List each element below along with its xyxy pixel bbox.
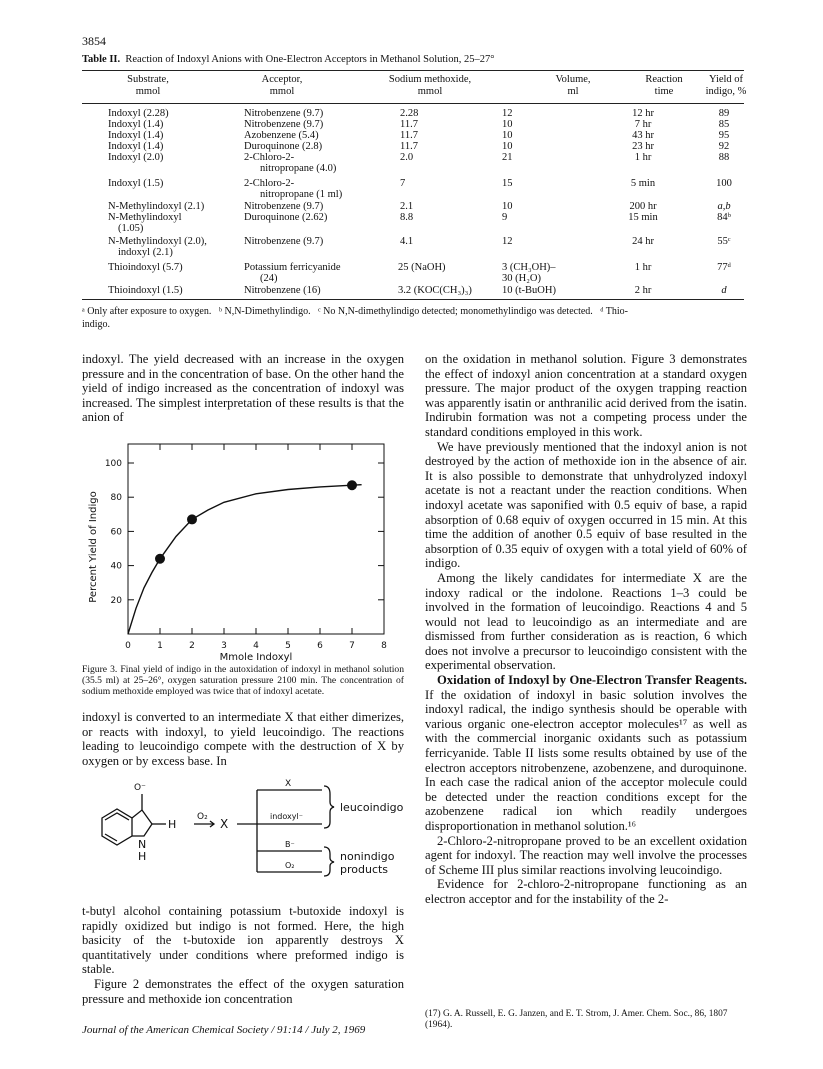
table-header: Acceptor, — [261, 74, 303, 85]
table-cell: 2.1 — [400, 201, 414, 212]
journal-footer: Journal of the American Chemical Society / 91:14 / July 2, 1969 — [82, 1024, 366, 1036]
data-point — [187, 514, 197, 524]
x-tick-label: 0 — [125, 641, 131, 651]
table-cell: 77ᵈ — [717, 262, 731, 273]
table-header: mmol — [135, 86, 161, 97]
table-cell-cont: (1.05) — [118, 223, 144, 234]
benzene-ring — [102, 809, 132, 845]
pyrrole-ring — [132, 810, 152, 836]
x-tick-label: 2 — [189, 641, 195, 651]
table-cell: 89 — [718, 108, 730, 119]
table-cell: 3.2 (KOC(CH₃)₃) — [398, 285, 472, 296]
n-atom-label: N — [138, 838, 147, 851]
x-tick-label: 7 — [349, 641, 355, 651]
y-tick-label: 20 — [110, 595, 122, 606]
page-number: 3854 — [82, 34, 106, 48]
table-cell: 200 hr — [629, 201, 657, 212]
table-cell: Azobenzene (5.4) — [244, 130, 319, 141]
o2-arrow-label: O₂ — [197, 812, 208, 822]
table-cell: 11.7 — [400, 130, 418, 141]
table-cell: 2.0 — [400, 152, 414, 163]
table-cell-cont: nitropropane (4.0) — [260, 163, 337, 174]
table-cell: 10 (t-BuOH) — [502, 285, 556, 296]
table-header: mmol — [269, 86, 295, 97]
branch-o2-label: O₂ — [285, 861, 295, 870]
table-cell: 8.8 — [400, 212, 414, 223]
data-point — [155, 554, 165, 564]
table-label: Table II. — [82, 54, 121, 65]
table-cell: 15 min — [628, 212, 658, 223]
right-paragraph-5: 2-Chloro-2-nitropropane proved to be an excellent oxidation agent for indoxyl. The reaction may well involve the processes of Scheme III plus similar reactions involving leucoindigo. — [425, 833, 747, 877]
left-paragraph-1: indoxyl. The yield decreased with an increase in the oxygen pressure and in the concentration of base. On the other hand the yield of indigo increased as the concentration of indoxyl was increased. The simplest interpretation of these results is that the anion of — [82, 352, 404, 425]
table-cell: 2.28 — [400, 108, 419, 119]
x-tick-label: 3 — [221, 641, 227, 651]
table-cell: Nitrobenzene (16) — [244, 285, 321, 296]
o-minus-label: O⁻ — [134, 783, 146, 793]
y-tick-label: 60 — [110, 527, 122, 538]
table-cell: Indoxyl (1.4) — [108, 119, 164, 130]
table-cell: 4.1 — [400, 236, 414, 247]
table-header: ml — [567, 86, 579, 97]
table-caption-text: Reaction of Indoxyl Anions with One-Electron Acceptors in Methanol Solution, 25–27° — [125, 54, 495, 65]
table-cell: 2-Chloro-2- — [244, 152, 295, 163]
x-intermediate-label: X — [220, 817, 229, 831]
table-cell: 12 hr — [632, 108, 654, 119]
right-paragraph-1: on the oxidation in methanol solution. Figure 3 demonstrates the effect of indoxyl anion concentration at a standard oxygen pressure. The major product of the oxygen trapping reaction was apparently isatin or anthranilic acid derived from the isatin. Indirubin formation was not a competing process under the standard conditions employed in this work. — [425, 352, 747, 439]
right-paragraph-4: Oxidation of Indoxyl by One-Electron Transfer Reagents. If the oxidation of indoxyl in basic solution involves the indoxyl radical, the indigo synthesis should be operable with various organic one-electron acceptor molecules¹⁷ as well as with the commercial inorganic oxidants such as potassium ferricyanide. Table II lists some results obtained by use of the electron acceptors nitrobenzene, azobenzene, and duroquinone. In each case the radical anion of the acceptor molecule could be detected under the reaction conditions except for the azobenzene radical ion which readily undergoes disproportionation in methanol solution.¹⁶ — [425, 673, 747, 833]
table-cell: 12 — [502, 108, 513, 119]
table-cell: 21 — [502, 152, 513, 163]
table-cell: N-Methylindoxyl (2.1) — [108, 201, 205, 212]
table-bottom-rule — [82, 299, 744, 300]
table-cell: d — [721, 285, 727, 296]
x-tick-label: 4 — [253, 641, 259, 651]
ring-double-bond-2 — [105, 834, 117, 841]
table-cell: 84ᵇ — [717, 212, 731, 223]
table-cell: Duroquinone (2.62) — [244, 212, 328, 223]
table-cell: 43 hr — [632, 130, 654, 141]
x-tick-label: 8 — [381, 641, 387, 651]
table-cell: N-Methylindoxyl (2.0), — [108, 236, 207, 247]
table-cell: 92 — [718, 141, 730, 152]
data-point — [347, 480, 357, 490]
left-paragraph-3: t-butyl alcohol containing potassium t-butoxide indoxyl is rapidly oxidized but indigo is not formed. Here, the high basicity of the t-butoxide ion apparently destroys X quantitatively under conditions where preformed indigo is stable. Figure 2 demonstrates the effect of the oxygen saturation pressure and methoxide ion concentration — [82, 904, 404, 1006]
table-header: time — [654, 86, 674, 97]
table-cell: 24 hr — [632, 236, 654, 247]
right-paragraph-6: Evidence for 2-chloro-2-nitropropane functioning as an electron acceptor and for the instability of the 2- — [425, 877, 747, 906]
table-cell: 11.7 — [400, 141, 418, 152]
table-cell: Indoxyl (1.4) — [108, 130, 164, 141]
y-axis-label: Percent Yield of Indigo — [88, 491, 99, 603]
table-cell: 15 — [502, 178, 513, 189]
footnote-d-cont: indigo. — [82, 319, 111, 330]
table-cell: Nitrobenzene (9.7) — [244, 236, 324, 247]
table-cell: Indoxyl (2.28) — [108, 108, 169, 119]
table-cell: 9 — [502, 212, 508, 223]
reference-17: (17) G. A. Russell, E. G. Janzen, and E. T. Strom, J. Amer. Chem. Soc., 86, 1807 (1964). — [425, 1009, 728, 1031]
table-cell: Indoxyl (1.5) — [108, 178, 164, 189]
table-cell: 2-Chloro-2- — [244, 178, 295, 189]
table-cell: 5 min — [630, 178, 656, 189]
table-cell-cont: nitropropane (1 ml) — [260, 189, 343, 200]
leucoindigo-label: leucoindigo — [340, 801, 404, 814]
y-tick-label: 40 — [110, 561, 122, 572]
y-tick-label: 80 — [110, 493, 122, 504]
x-axis-label: Mmole Indoxyl — [219, 652, 293, 662]
branch-x-label: X — [285, 779, 292, 789]
table-cell: a,b — [717, 201, 731, 212]
table-cell: 11.7 — [400, 119, 418, 130]
table-cell: 95 — [718, 130, 730, 141]
right-paragraph-3: Among the likely candidates for intermediate X are the indoxy radical or the indolone. Reactions 1–3 could be involved in the formation of leucoindigo. Reactions 4 and 5 would not lead to leucoindigo as an intermediate and are dismissed from further consideration as is reaction, 6 which does not involve a precursor to leucoindigo consistent with the experimental observation. — [425, 570, 747, 673]
figure-caption: Figure 3. Final yield of indigo in the autoxidation of indoxyl in methanol solution (35.5 ml) at 25–26°, oxygen saturation pressure 2100 min. The concentration of sodium methoxide employed was twice that of indoxyl acetate. — [82, 664, 404, 698]
left-paragraph-2: indoxyl is converted to an intermediate X that either dimerizes, or reacts with indoxyl, to yield leucoindigo. The reactions leading to leucoindigo compete with the destruction of X by oxygen or by excess base. In — [82, 710, 404, 768]
h-atom-label: H — [168, 818, 177, 831]
table-cell: Potassium ferricyanide — [244, 262, 341, 273]
table-cell: 10 — [502, 141, 513, 152]
table-caption — [82, 54, 494, 65]
table-cell: 7 hr — [634, 119, 652, 130]
nonindigo-label: nonindigo — [340, 850, 395, 863]
x-tick-label: 1 — [157, 641, 163, 651]
footnote-c: ᶜ No N,N-dimethylindigo detected; monomethylindigo was detected. — [318, 306, 593, 317]
table-cell: Duroquinone (2.8) — [244, 141, 323, 152]
table-cell-cont: indoxyl (2.1) — [118, 247, 173, 258]
x-tick-label: 5 — [285, 641, 291, 651]
section-heading: Oxidation of Indoxyl by One-Electron Transfer Reagents. — [437, 673, 747, 688]
table-cell: 10 — [502, 130, 513, 141]
table-cell: Thioindoxyl (1.5) — [108, 285, 183, 296]
table-cell: 100 — [716, 178, 732, 189]
table-cell-cont: 30 (H₂O) — [502, 273, 541, 284]
table-header: Substrate, — [127, 74, 169, 85]
branch-indoxyl-label: indoxyl⁻ — [270, 812, 303, 821]
table-cell: N-Methylindoxyl — [108, 212, 182, 223]
footnote-b: ᵇ N,N-Dimethylindigo. — [218, 306, 311, 317]
table-footnotes — [82, 305, 746, 331]
table-cell: 23 hr — [632, 141, 654, 152]
brace-top — [324, 786, 334, 828]
footnote-a: ᵃ Only after exposure to oxygen. — [82, 306, 212, 317]
figure-3 — [82, 430, 404, 667]
table-cell: 85 — [718, 119, 730, 130]
y-tick-label: 100 — [104, 459, 122, 469]
branch-b-label: B⁻ — [285, 840, 295, 849]
table-cell: 1 hr — [634, 152, 652, 163]
reaction-scheme — [82, 776, 404, 901]
right-paragraph-2: We have previously mentioned that the indoxyl anion is not destroyed by the action of methoxide ion in the absence of air. It is also possible to demonstrate that unhydrolyzed indoxyl acetate is not a reactant under the reaction conditions. When indoxyl acetate was saponified with 0.5 equiv of base, a rapid absorption of 0.68 equiv of oxygen occurred in 15 min. At this time the addition of another 0.5 equiv of base resulted in the absorption of 0.35 equiv of oxygen with a total yield of 60% of indigo. — [425, 439, 747, 571]
right-column — [425, 352, 747, 907]
plot-frame — [128, 444, 384, 634]
x-tick-label: 6 — [317, 641, 323, 651]
table-cell: 1 hr — [634, 262, 652, 273]
table-top-rule — [82, 70, 744, 71]
footnote-d: ᵈ Thio- — [600, 306, 628, 317]
yield-chart — [82, 430, 404, 662]
table-cell: 12 — [502, 236, 513, 247]
nh-h-label: H — [138, 850, 147, 863]
table-cell-cont: (24) — [260, 273, 278, 284]
table-header: Volume, — [555, 74, 591, 85]
brace-bottom — [324, 847, 334, 876]
table-header: Reaction — [645, 74, 683, 85]
table-cell: 25 (NaOH) — [398, 262, 446, 273]
table-cell: Nitrobenzene (9.7) — [244, 108, 324, 119]
table-header: Sodium methoxide, — [388, 74, 472, 85]
scheme-diagram — [82, 776, 404, 896]
table-header-rule — [82, 103, 744, 104]
table-cell: Nitrobenzene (9.7) — [244, 201, 324, 212]
table-cell: Indoxyl (2.0) — [108, 152, 164, 163]
table-cell: Nitrobenzene (9.7) — [244, 119, 324, 130]
products-label: products — [340, 863, 389, 876]
table-cell: 2 hr — [634, 285, 652, 296]
table-cell: 88 — [718, 152, 730, 163]
table-cell: 10 — [502, 119, 513, 130]
table-cell: 10 — [502, 201, 513, 212]
table-cell: 55ᶜ — [717, 236, 731, 247]
table-header: indigo, % — [705, 86, 747, 97]
table-header: Yield of — [708, 74, 744, 85]
table-cell: Indoxyl (1.4) — [108, 141, 164, 152]
table-header: mmol — [417, 86, 443, 97]
table-cell: Thioindoxyl (5.7) — [108, 262, 183, 273]
table-cell: 7 — [400, 178, 406, 189]
table-cell: 3 (CH₃OH)– — [502, 262, 556, 273]
